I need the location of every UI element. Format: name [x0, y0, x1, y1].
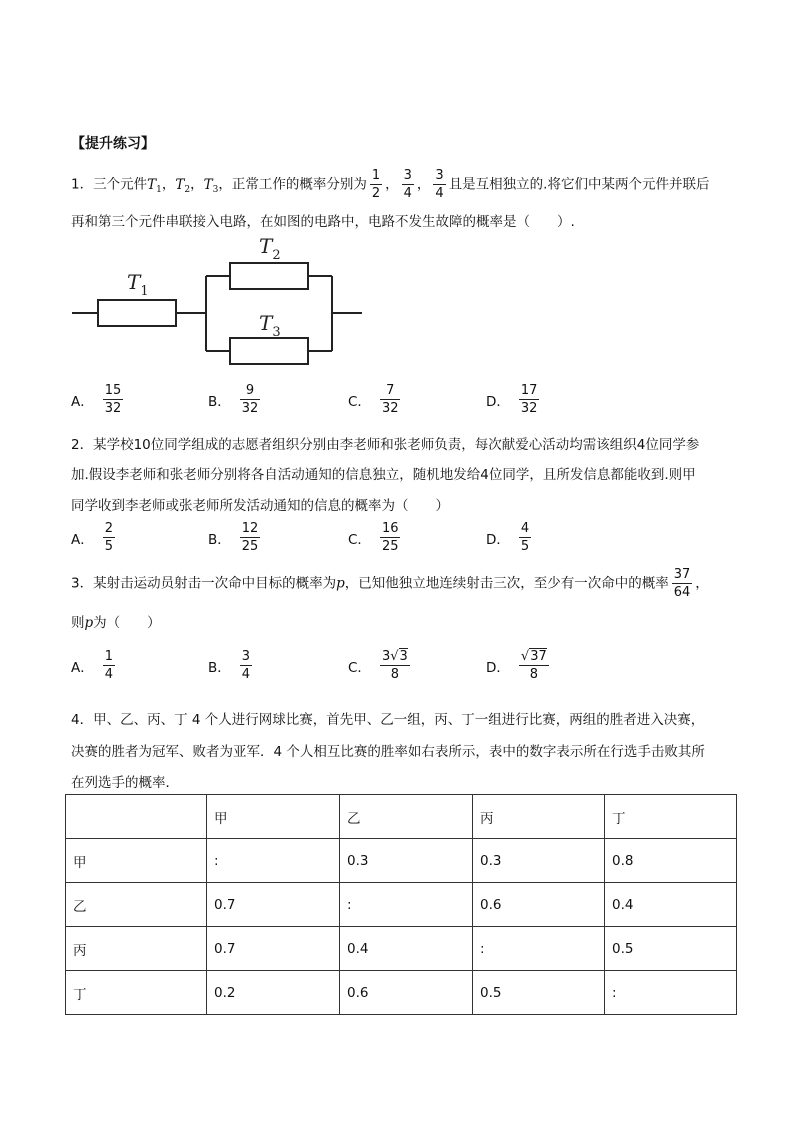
table-cell: 0.3 [473, 839, 605, 883]
table-header-cell: 甲 [207, 795, 340, 839]
q3-line2: 则p为（ ） [71, 615, 161, 631]
resistor-t1 [98, 300, 176, 326]
table-header-cell: 丁 [605, 795, 737, 839]
table-cell: 0.6 [340, 971, 473, 1015]
label-t3: $T_3$ [259, 311, 281, 340]
table-header-cell: 丙 [473, 795, 605, 839]
q4-line1: 4．甲、乙、丙、丁 4 个人进行网球比赛，首先甲、乙一组，丙、丁一组进行比赛，两组的胜者进入决赛， [71, 712, 705, 728]
q3-option-d: D． $\frac{√37}{8}$ [486, 649, 547, 682]
table-row [66, 839, 737, 883]
q1-option-b: B． $\frac{9}{32}$ [208, 383, 259, 416]
q4-line3: 在列选手的概率． [71, 775, 179, 791]
q1-fraction-1: $\frac{1}{2}$ [371, 168, 381, 201]
label-t2: $T_2$ [259, 234, 281, 263]
q1-option-a: A． $\frac{15}{32}$ [71, 383, 122, 416]
table-cell: 0.5 [605, 927, 737, 971]
table-cell: : [605, 971, 737, 1015]
table-row [66, 883, 737, 927]
table-cell: : [473, 927, 605, 971]
table-row-label: 丙 [66, 927, 207, 971]
q1-text-a: 1．三个元件 [71, 176, 148, 193]
table-cell: 0.6 [473, 883, 605, 927]
q2-line2: 加.假设李老师和张老师分别将各自活动通知的信息独立，随机地发给4位同学，且所发信息都能收到.则甲 [71, 467, 696, 483]
q2-option-b: B． $\frac{12}{25}$ [208, 521, 259, 554]
q3-var-p: p [336, 575, 345, 592]
table-cell: : [207, 839, 340, 883]
q3-option-c: C． $\frac{3√3}{8}$ [348, 649, 408, 682]
table-header-cell: 乙 [340, 795, 473, 839]
table-row-label: 甲 [66, 839, 207, 883]
win-probability-table [65, 794, 737, 1015]
q1-var-t1: $T_1$ [147, 176, 162, 195]
table-header-row [66, 795, 737, 839]
sqrt-symbol: √ [520, 649, 530, 664]
q3-var-p2: p [84, 615, 94, 631]
q3-option-a: A． $\frac{1}{4}$ [71, 649, 114, 682]
table-cell: 0.7 [207, 927, 340, 971]
table-cell [66, 795, 207, 839]
q1-text-c: 且是互相独立的.将它们中某两个元件并联后 [448, 176, 710, 193]
q1-fraction-3: $\frac{3}{4}$ [435, 168, 444, 201]
q1-fraction-2: $\frac{3}{4}$ [403, 168, 412, 201]
q2-line1: 2．某学校10位同学组成的志愿者组织分别由李老师和张老师负责，每次献爱心活动均需该组织4位同学参 [71, 437, 700, 453]
table-cell: 0.7 [207, 883, 340, 927]
q1-text-b: ，正常工作的概率分别为 [218, 176, 367, 193]
resistor-t3 [230, 338, 308, 364]
resistor-t2 [230, 263, 308, 289]
sqrt-symbol: √ [390, 649, 399, 664]
q1-line2: 再和第三个元件串联接入电路，在如图的电路中，电路不发生故障的概率是（ ）. [71, 214, 575, 230]
q3-option-b: B． $\frac{3}{4}$ [208, 649, 251, 682]
q1-var-t2: $T_2$ [175, 176, 191, 195]
q3-fraction: $\frac{37}{64}$ [673, 567, 691, 600]
table-cell: 0.8 [605, 839, 737, 883]
table-row [66, 971, 737, 1015]
q2-option-a: A． $\frac{2}{5}$ [71, 521, 114, 554]
section-heading: 【提升练习】 [71, 136, 155, 152]
table-row-label: 乙 [66, 883, 207, 927]
q1-line1: 1．三个元件$T_1$，$T_2$，$T_3$，正常工作的概率分别为 $\frac{1}{2}$ ， $\frac{3}{4}$ ， $\frac{3}{4}$ 且是互相独立的.将它们中某两个元件并联后 [71, 168, 710, 201]
table-cell: 0.3 [340, 839, 473, 883]
q2-line3: 同学收到李老师或张老师所发活动通知的信息的概率为（ ） [71, 498, 449, 514]
label-t1: $T_1$ [127, 270, 149, 299]
circuit-diagram [72, 232, 372, 372]
q2-option-d: D． $\frac{4}{5}$ [486, 521, 530, 554]
table-cell: 0.2 [207, 971, 340, 1015]
table-cell: : [340, 883, 473, 927]
table-row [66, 927, 737, 971]
table-cell: 0.4 [340, 927, 473, 971]
q1-var-t3: $T_3$ [203, 176, 219, 195]
q1-option-d: D． $\frac{17}{32}$ [486, 383, 538, 416]
table-cell: 0.4 [605, 883, 737, 927]
q1-option-c: C． $\frac{7}{32}$ [348, 383, 399, 416]
q2-option-c: C． $\frac{16}{25}$ [348, 521, 399, 554]
q3-line1: 3．某射击运动员射击一次命中目标的概率为p，已知他独立地连续射击三次，至少有一次命中的概率 $\frac{37}{64}$ ， [71, 567, 709, 600]
table-row-label: 丁 [66, 971, 207, 1015]
q4-line2: 决赛的胜者为冠军、败者为亚军．4 个人相互比赛的胜率如右表所示，表中的数字表示所在行选手击败其所 [71, 744, 705, 760]
table-cell: 0.5 [473, 971, 605, 1015]
